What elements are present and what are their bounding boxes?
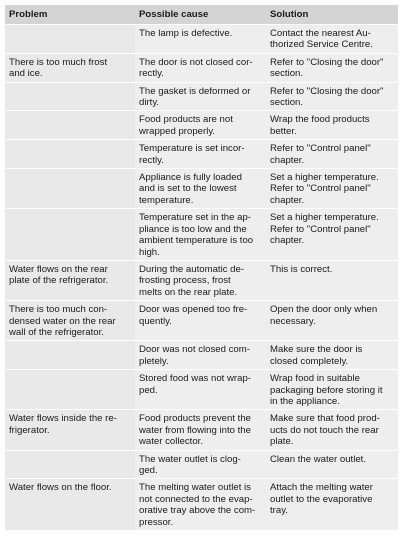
problem-cell-text: Water flows on the floor. [9,482,112,494]
solution-cell [266,53,398,82]
table-row [5,25,398,54]
problem-cell [5,301,135,341]
problem-cell [5,169,135,209]
cause-cell [135,111,266,140]
cause-cell [135,301,266,341]
problem-cell [5,260,135,300]
solution-cell-text: Set a higher temperature. Refer to "Control panel" chapter. [270,172,379,206]
table-row [5,341,398,370]
problem-cell [5,140,135,169]
cause-cell-text: During the automatic de- frosting process, frost melts on the rear plate. [139,263,245,298]
solution-cell [266,370,398,410]
problem-cell [5,370,135,410]
cause-cell-text: Temperature set in the ap- pliance is too low and the ambient temperature is too high. [139,212,254,258]
table-row [5,301,398,341]
solution-cell [266,209,398,261]
cause-cell-text: The gasket is deformed or dirty. [139,85,251,109]
solution-cell-text: Make sure that food prod- ucts do not touch the rear plate. [270,413,380,448]
header-possible-cause: Possible cause [135,5,266,25]
cause-cell [135,260,266,300]
solution-cell-text: Clean the water outlet. [270,453,366,465]
problem-cell-text: There is too much con- densed water on the rear wall of the refrigerator. [9,304,116,338]
problem-cell [5,53,135,82]
solution-cell-text: Attach the melting water outlet to the evaporative tray. [270,482,373,517]
cause-cell [135,82,266,111]
header-row [5,5,398,25]
cause-cell-text: The lamp is defective. [139,28,233,39]
table-row [5,140,398,169]
problem-cell [5,82,135,111]
cause-cell [135,410,266,450]
solution-cell [266,450,398,479]
solution-cell-text: Refer to "Closing the door" section. [270,56,384,80]
problem-cell [5,410,135,450]
solution-cell [266,410,398,450]
table-row [5,53,398,82]
cause-cell [135,370,266,410]
cause-cell-text: The water outlet is clog- ged. [139,453,241,476]
solution-cell [266,301,398,341]
solution-cell-text: Wrap the food products better. [270,114,370,137]
cause-cell [135,450,266,479]
cause-cell [135,209,266,261]
table-row [5,479,398,531]
cause-cell-text: The melting water outlet is not connected to the evap- orative tray above the com- pressor. [139,482,256,528]
table-row [5,370,398,410]
cause-cell-text: Stored food was not wrap- ped. [139,373,251,396]
cause-cell-text: Food products are not wrapped properly. [139,114,233,137]
cause-cell-text: Temperature is set incor- rectly. [139,143,245,166]
troubleshooting-table [5,5,398,531]
problem-cell [5,209,135,261]
header-problem: Problem [5,5,135,25]
solution-cell [266,111,398,140]
problem-cell [5,111,135,140]
table-row [5,82,398,111]
cause-cell [135,169,266,209]
problem-cell [5,450,135,479]
header-solution: Solution [266,5,398,25]
solution-cell [266,479,398,531]
solution-cell-text: Set a higher temperature. Refer to "Control panel" chapter. [270,212,379,247]
solution-cell [266,169,398,209]
cause-cell-text: Door was not closed com- pletely. [139,344,250,367]
cause-cell [135,341,266,370]
solution-cell [266,341,398,370]
cause-cell-text: Door was opened too fre- quently. [139,304,248,327]
solution-cell-text: Open the door only when necessary. [270,304,378,327]
cause-cell [135,53,266,82]
solution-cell [266,82,398,111]
table-header [5,5,398,25]
solution-cell-text: Refer to "Control panel" chapter. [270,143,371,166]
problem-cell-text: Water flows inside the re- frigerator. [9,413,117,436]
table-row [5,450,398,479]
table-row [5,410,398,450]
solution-cell-text: This is correct. [270,263,333,275]
table-row [5,209,398,261]
problem-cell [5,479,135,531]
problem-cell [5,25,135,54]
solution-cell-text: Refer to "Closing the door" section. [270,85,384,109]
table-row [5,260,398,300]
solution-cell-text: Wrap food in suitable packaging before storing it in the appliance. [270,373,383,407]
table-row [5,111,398,140]
table-body [5,25,398,531]
table-row [5,169,398,209]
cause-cell [135,479,266,531]
problem-cell-text: Water flows on the rear plate of the refrigerator. [9,263,109,287]
solution-cell [266,140,398,169]
solution-cell [266,260,398,300]
cause-cell [135,25,266,54]
cause-cell-text: Food products prevent the water from flowing into the water collector. [139,413,251,448]
problem-cell-text: There is too much frost and ice. [9,56,108,80]
solution-cell-text: Make sure the door is closed completely. [270,344,363,367]
solution-cell-text: Contact the nearest Au- thorized Service Centre. [270,28,373,51]
problem-cell [5,341,135,370]
cause-cell-text: Appliance is fully loaded and is set to the lowest temperature. [139,172,242,206]
cause-cell [135,140,266,169]
cause-cell-text: The door is not closed cor- rectly. [139,56,253,80]
solution-cell [266,25,398,54]
